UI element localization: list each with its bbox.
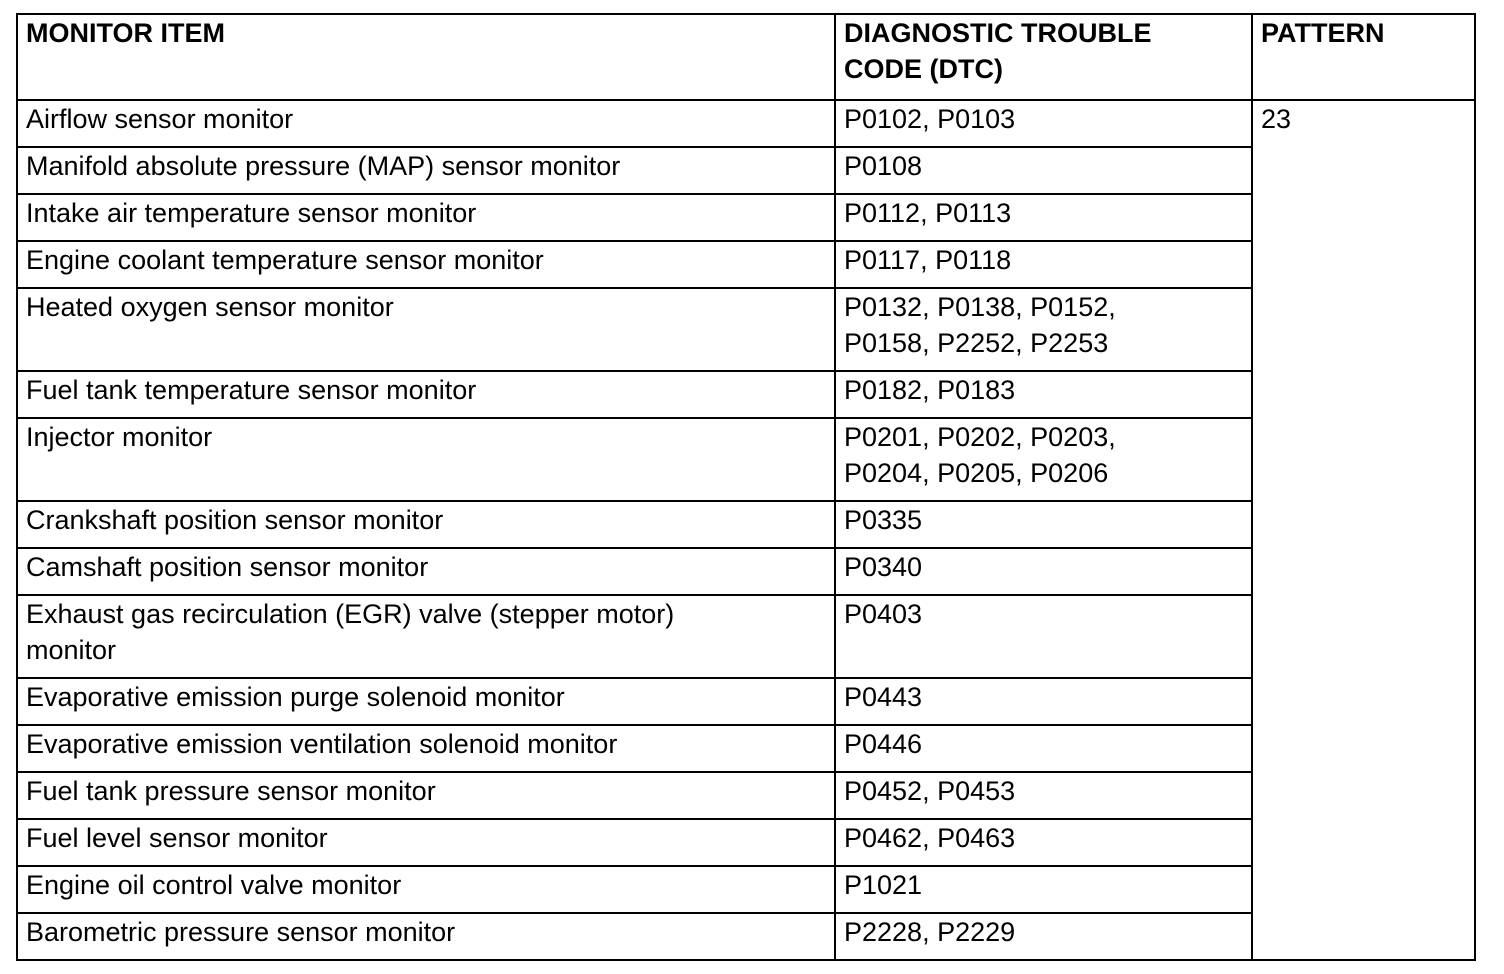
header-dtc xyxy=(835,14,1252,100)
monitor-item-cell xyxy=(17,288,835,371)
monitor-item-text: Heated oxygen sensor monitor xyxy=(26,292,394,322)
table-body xyxy=(17,100,1475,960)
monitor-item-cell xyxy=(17,866,835,913)
monitor-item-text: Evaporative emission ventilation solenoid monitor xyxy=(26,729,618,759)
monitor-item-cell xyxy=(17,772,835,819)
monitor-item-text: Evaporative emission purge solenoid monitor xyxy=(26,682,565,712)
monitor-item-text: Engine oil control valve monitor xyxy=(26,870,402,900)
table-row xyxy=(17,100,1475,147)
dtc-cell xyxy=(835,194,1252,241)
monitor-item-text: Intake air temperature sensor monitor xyxy=(26,198,477,228)
dtc-code-text: P0158, P2252, P2253 xyxy=(844,328,1109,358)
dtc-cell xyxy=(835,678,1252,725)
pattern-value: 23 xyxy=(1261,104,1292,134)
dtc-code-text: P0112, P0113 xyxy=(844,198,1012,228)
monitor-item-text: Camshaft position sensor monitor xyxy=(26,552,429,582)
monitor-item-cell xyxy=(17,595,835,678)
dtc-cell xyxy=(835,288,1252,371)
pattern-cell xyxy=(1252,100,1475,960)
header-dtc-label-line1: DIAGNOSTIC TROUBLE xyxy=(844,18,1152,48)
dtc-cell xyxy=(835,241,1252,288)
dtc-code-text: P0452, P0453 xyxy=(844,776,1016,806)
dtc-code-text: P0443 xyxy=(844,682,923,712)
dtc-code-text: P0201, P0202, P0203, xyxy=(844,422,1116,452)
monitor-item-text: Exhaust gas recirculation (EGR) valve (stepper motor) xyxy=(26,599,675,629)
monitor-item-cell xyxy=(17,725,835,772)
dtc-cell xyxy=(835,418,1252,501)
dtc-code-text: P0446 xyxy=(844,729,923,759)
dtc-code-text: P0204, P0205, P0206 xyxy=(844,458,1109,488)
dtc-code-text: P1021 xyxy=(844,870,923,900)
dtc-cell xyxy=(835,772,1252,819)
dtc-code-text: P0335 xyxy=(844,505,923,535)
dtc-cell xyxy=(835,819,1252,866)
dtc-code-text: P0182, P0183 xyxy=(844,375,1016,405)
header-pattern xyxy=(1252,14,1475,100)
monitor-item-cell xyxy=(17,194,835,241)
monitor-item-cell xyxy=(17,147,835,194)
monitor-item-text: Manifold absolute pressure (MAP) sensor monitor xyxy=(26,151,621,181)
monitor-item-cell xyxy=(17,100,835,147)
monitor-item-cell xyxy=(17,678,835,725)
monitor-item-cell xyxy=(17,548,835,595)
dtc-code-text: P0132, P0138, P0152, xyxy=(844,292,1116,322)
dtc-cell xyxy=(835,147,1252,194)
monitor-item-text: Barometric pressure sensor monitor xyxy=(26,917,456,947)
monitor-item-text: Fuel level sensor monitor xyxy=(26,823,328,853)
monitor-item-text: Airflow sensor monitor xyxy=(26,104,294,134)
dtc-code-text: P0462, P0463 xyxy=(844,823,1016,853)
dtc-cell xyxy=(835,866,1252,913)
monitor-item-cell xyxy=(17,371,835,418)
monitor-item-cell xyxy=(17,913,835,960)
dtc-pattern-table xyxy=(16,13,1476,961)
dtc-cell xyxy=(835,913,1252,960)
monitor-item-text: Engine coolant temperature sensor monitor xyxy=(26,245,544,275)
monitor-item-text: Fuel tank temperature sensor monitor xyxy=(26,375,477,405)
dtc-cell xyxy=(835,725,1252,772)
dtc-code-text: P2228, P2229 xyxy=(844,917,1016,947)
dtc-cell xyxy=(835,595,1252,678)
monitor-item-text: Fuel tank pressure sensor monitor xyxy=(26,776,436,806)
dtc-code-text: P0403 xyxy=(844,599,923,629)
monitor-item-cell xyxy=(17,501,835,548)
monitor-item-text: Crankshaft position sensor monitor xyxy=(26,505,444,535)
monitor-item-cell xyxy=(17,241,835,288)
dtc-code-text: P0117, P0118 xyxy=(844,245,1012,275)
monitor-item-text: Injector monitor xyxy=(26,422,213,452)
header-row xyxy=(17,14,1475,100)
dtc-code-text: P0108 xyxy=(844,151,923,181)
dtc-cell xyxy=(835,100,1252,147)
monitor-item-text: monitor xyxy=(26,635,117,665)
header-monitor-item xyxy=(17,14,835,100)
dtc-cell xyxy=(835,548,1252,595)
monitor-item-cell xyxy=(17,819,835,866)
header-pattern-label: PATTERN xyxy=(1261,18,1385,48)
header-dtc-label-line2: CODE (DTC) xyxy=(844,54,1003,84)
dtc-cell xyxy=(835,501,1252,548)
monitor-item-cell xyxy=(17,418,835,501)
dtc-cell xyxy=(835,371,1252,418)
dtc-code-text: P0340 xyxy=(844,552,923,582)
dtc-code-text: P0102, P0103 xyxy=(844,104,1016,134)
header-monitor-item-label: MONITOR ITEM xyxy=(26,18,225,48)
